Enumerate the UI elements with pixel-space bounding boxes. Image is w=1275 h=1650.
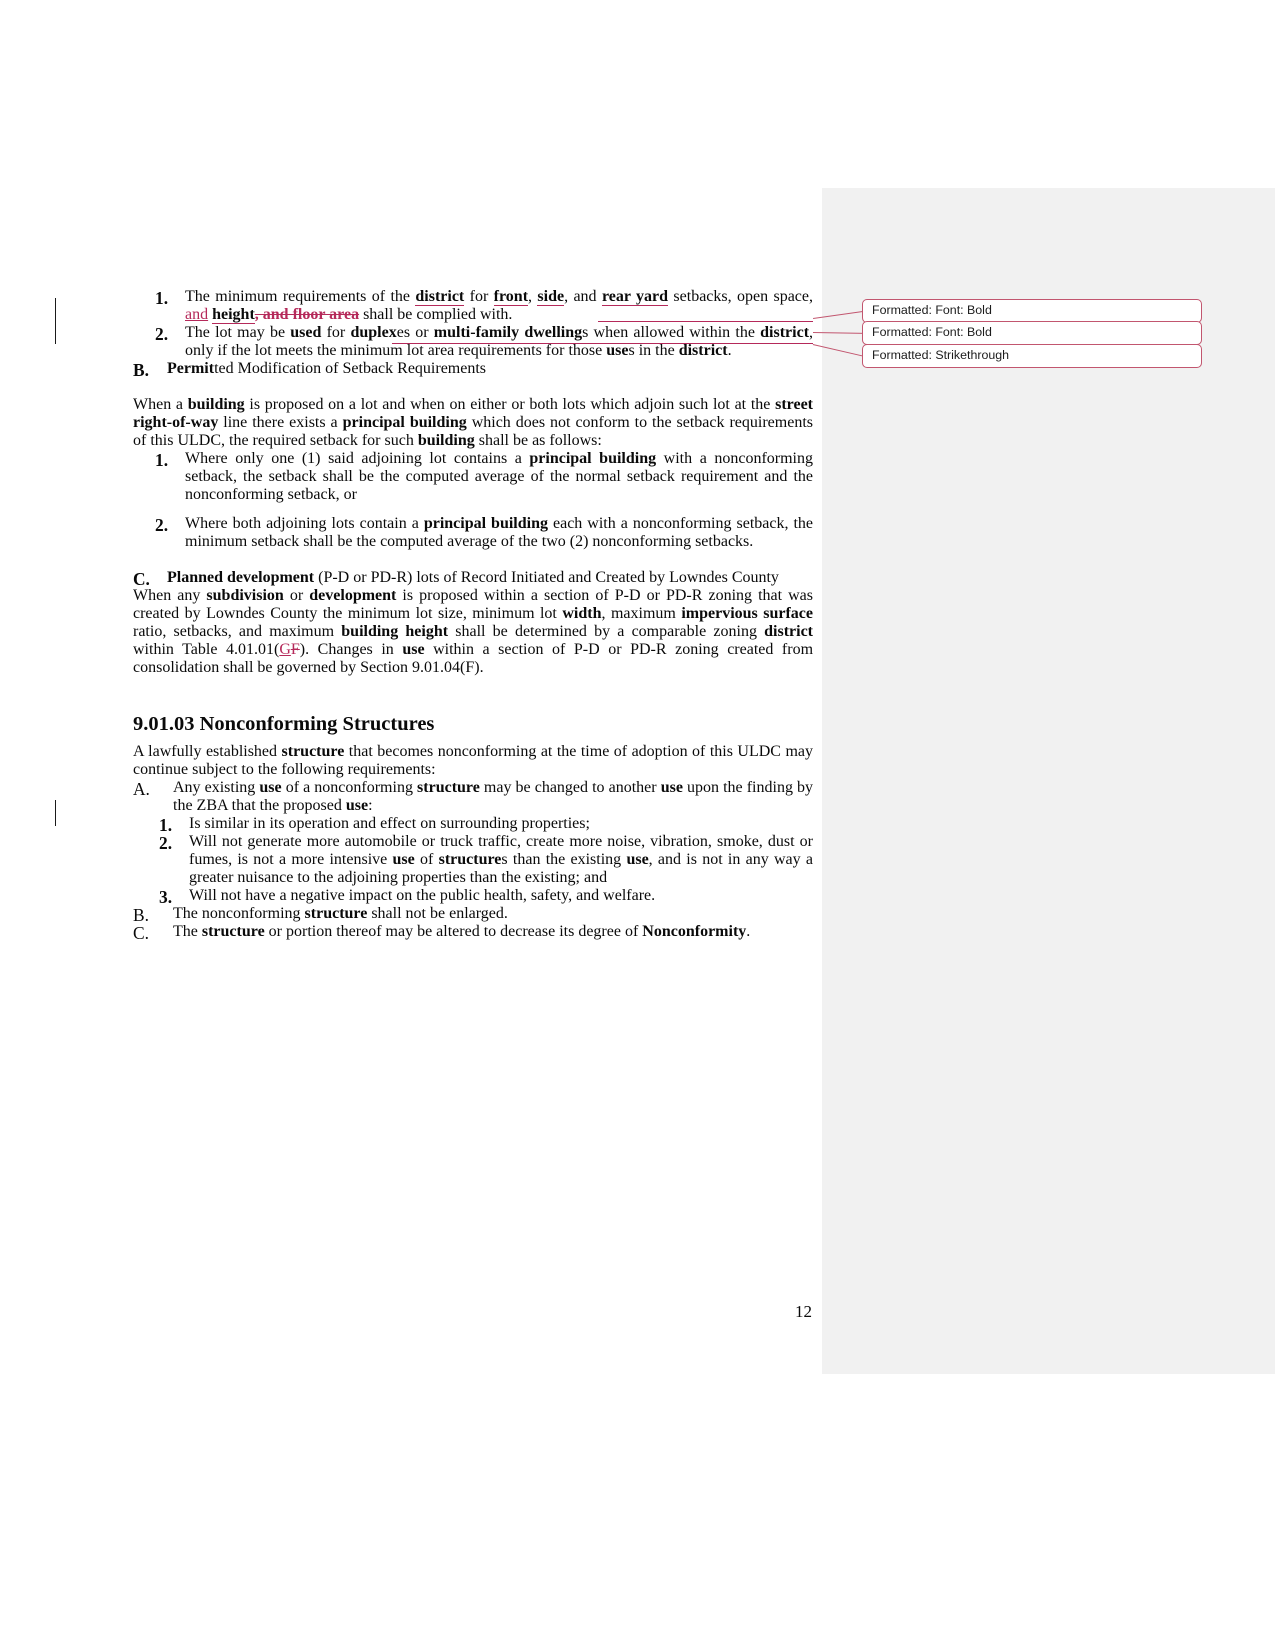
- list-item-a1: [133, 288, 813, 324]
- section-c-heading: [133, 569, 813, 587]
- list-item-903-a2-text: Will not generate more automobile or truck traffic, create more noise, vibration, smoke, dust or fumes, is not a more intensive use of structures than the existing use, and is not in any way a greater nuisance to the adjoining properties than the existing; and: [189, 833, 814, 886]
- list-item-903-a1-text: Is similar in its operation and effect on surrounding properties;: [189, 815, 590, 832]
- list-item-b2-text: Where both adjoining lots contain a principal building each with a nonconforming setback, the minimum setback shall be the computed average of the two (2) nonconforming setbacks.: [185, 515, 814, 550]
- list-marker: 3.: [159, 887, 173, 907]
- list-marker: 2.: [159, 833, 173, 853]
- list-item-a2-text: The lot may be used for duplexes or multi-family dwellings when allowed within the district, only if the lot meets the minimum lot area requirements for those uses in the district.: [185, 324, 814, 359]
- section-c-marker: C.: [133, 569, 150, 589]
- document-body: [133, 288, 813, 941]
- list-item-903-c: C. The structure or portion thereof may be altered to decrease its degree of Nonconformity.: [133, 923, 751, 943]
- section-b-head-rest: ted Modification of Setback Requirements: [214, 360, 487, 377]
- inserted-text: and: [185, 306, 209, 323]
- list-item-903-a2: [133, 833, 813, 887]
- list-marker: B.: [133, 905, 149, 925]
- list-item-a2: [133, 324, 813, 360]
- page-title: 9.01.03 Nonconforming Structures: [133, 713, 435, 735]
- deleted-text: F: [290, 641, 300, 658]
- list-item-b1: [133, 450, 813, 504]
- change-bar: [55, 298, 56, 344]
- list-marker: 1.: [155, 288, 169, 308]
- page-number: 12: [795, 1302, 812, 1321]
- list-marker: 2.: [155, 515, 169, 535]
- list-item-b2: [133, 515, 813, 551]
- section-903-intro: A lawfully established structure that becomes nonconforming at the time of adoption of this ULDC may continue subject to the following requirements:: [133, 743, 814, 778]
- list-marker: C.: [133, 923, 149, 943]
- formatted-callout-bold-2[interactable]: Formatted: Font: Bold: [862, 321, 1202, 345]
- section-c-body: When any subdivision or development is proposed within a section of P-D or PD-R zoning that was created by Lowndes County the minimum lot size, minimum lot width, maximum impervious surface ratio, setbacks, and maximum building height shall be determined by a comparable zoning district within Table 4.01.01(GF). Changes in use within a section of P-D or PD-R zoning created from consolidation shall be governed by Section 9.01.04(F).: [133, 587, 814, 676]
- deleted-text: , and floor area: [254, 306, 360, 323]
- formatted-callout-strikethrough[interactable]: Formatted: Strikethrough: [862, 344, 1202, 368]
- list-marker: 1.: [159, 815, 173, 835]
- list-marker: A.: [133, 779, 150, 799]
- section-b-body: When a building is proposed on a lot and when on either or both lots which adjoin such lot at the street right-of-way line there exists a principal building which does not conform to the setback requirements of this ULDC, the required setback for such building shall be as follows:: [133, 396, 814, 449]
- list-item-903-a3: [133, 887, 813, 905]
- list-item-903-a1: [133, 815, 813, 833]
- inserted-text: G: [279, 641, 291, 658]
- list-item-903-b: B. The nonconforming structure shall not be enlarged.: [133, 905, 508, 925]
- section-b-heading: [133, 360, 813, 378]
- section-c-bold-head: Planned development: [167, 569, 315, 586]
- list-marker: 2.: [155, 324, 169, 344]
- list-item-a1-text: The minimum requirements of the district for front, side, and rear yard setbacks, open space, and height, and floor area shall be complied with.: [185, 288, 814, 323]
- list-item-903-a3-text: Will not have a negative impact on the public health, safety, and welfare.: [189, 887, 656, 904]
- list-marker: 1.: [155, 450, 169, 470]
- section-b-marker: B.: [133, 360, 149, 380]
- section-b-bold-head: Permit: [167, 360, 215, 377]
- section-c-head-rest: (P-D or PD-R) lots of Record Initiated and Created by Lowndes County: [314, 569, 779, 586]
- list-item-903-a: A. Any existing use of a nonconforming structure may be changed to another use upon the finding by the ZBA that the proposed use:: [133, 779, 814, 814]
- formatted-callout-bold-1[interactable]: Formatted: Font: Bold: [862, 299, 1202, 323]
- list-item-b1-text: Where only one (1) said adjoining lot contains a principal building with a nonconforming setback, the setback shall be the computed average of the normal setback requirement and the nonconforming setback, or: [185, 450, 813, 503]
- change-bar: [55, 800, 56, 826]
